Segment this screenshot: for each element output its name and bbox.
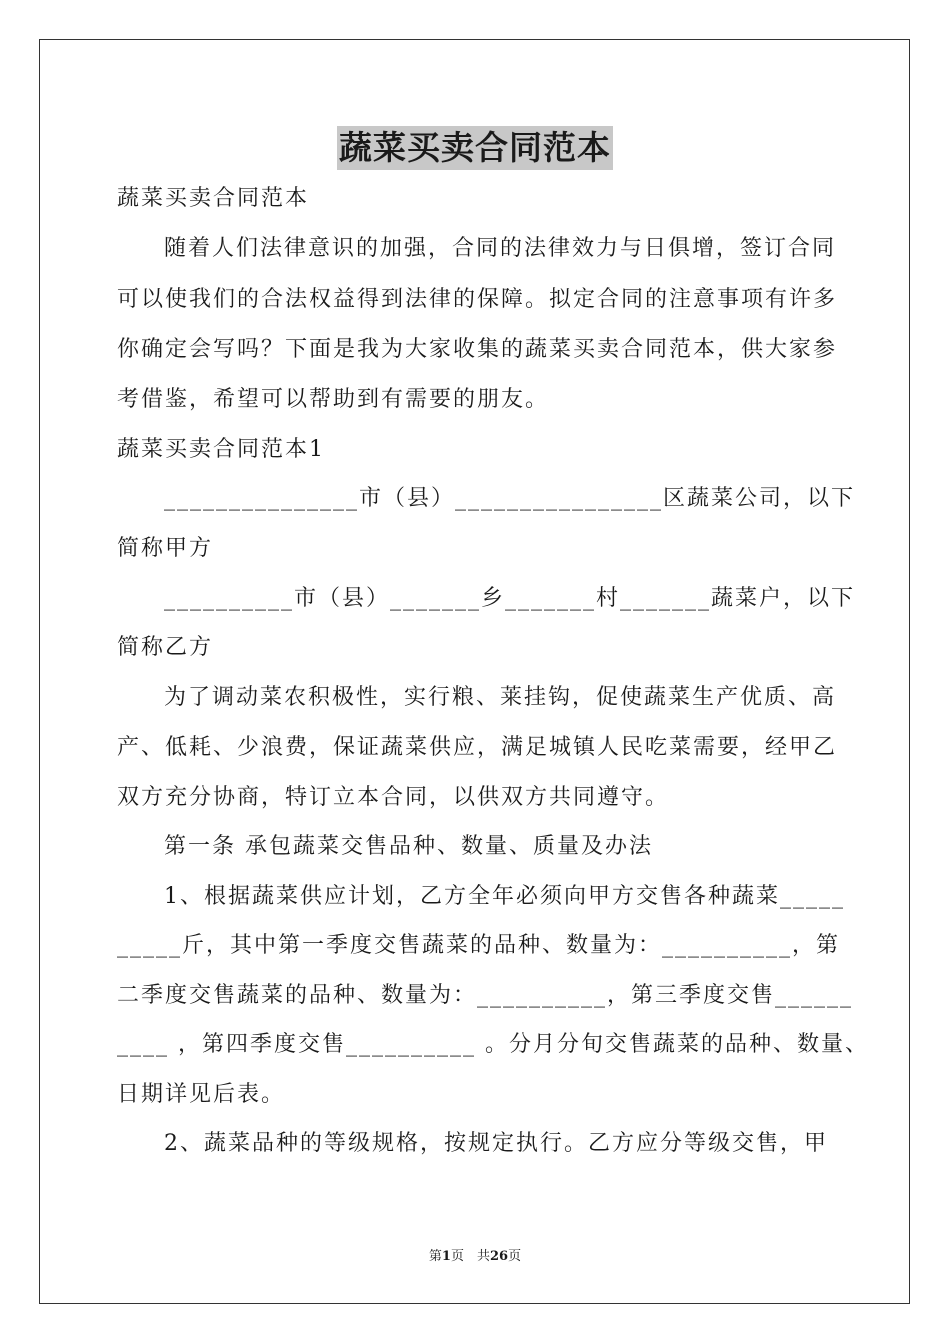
body-line: 日期详见后表。 <box>117 1082 286 1107</box>
body-line: 随着人们法律意识的加强，合同的法律效力与日俱增，签订合同 <box>164 236 837 261</box>
footer-suffix: 页 <box>508 1249 522 1264</box>
body-line: 可以使我们的合法权益得到法律的保障。拟定合同的注意事项有许多 <box>117 287 838 312</box>
body-line: 1、根据蔬菜供应计划，乙方全年必须向甲方交售各种蔬菜_____ <box>164 884 845 909</box>
subtitle-line: 蔬菜买卖合同范本 <box>117 186 310 211</box>
body-line: 2、蔬菜品种的等级规格，按规定执行。乙方应分等级交售，甲 <box>164 1131 828 1156</box>
body-line: 你确定会写吗？下面是我为大家收集的蔬菜买卖合同范本，供大家参 <box>117 337 838 362</box>
document-title-text: 蔬菜买卖合同范本 <box>337 126 613 170</box>
page-footer <box>0 1248 950 1266</box>
body-line: _______________市（县）________________区蔬菜公司，以下 <box>164 486 856 511</box>
footer-middle: 页 共 <box>450 1249 490 1264</box>
body-line: 双方充分协商，特订立本合同，以供双方共同遵守。 <box>117 785 670 810</box>
footer-total-pages: 26 <box>489 1249 509 1264</box>
section-heading: 蔬菜买卖合同范本1 <box>117 437 325 462</box>
footer-page-number: 1 <box>441 1249 451 1264</box>
body-line: 简称乙方 <box>117 635 214 660</box>
document-title <box>0 126 950 170</box>
body-line: ____ ，第四季度交售__________ 。分月分旬交售蔬菜的品种、数量、 <box>117 1032 869 1057</box>
body-line: 二季度交售蔬菜的品种、数量为：__________，第三季度交售______ <box>117 983 854 1008</box>
body-line: 为了调动菜农积极性，实行粮、莱挂钩，促使蔬菜生产优质、高 <box>164 685 837 710</box>
body-line: _____斤，其中第一季度交售蔬菜的品种、数量为：__________，第 <box>117 933 841 958</box>
footer-prefix: 第 <box>428 1249 442 1264</box>
article-heading: 第一条 承包蔬菜交售品种、数量、质量及办法 <box>164 834 653 859</box>
body-line: 简称甲方 <box>117 536 214 561</box>
body-line: __________市（县）_______乡_______村_______蔬菜户，以下 <box>164 586 856 611</box>
body-line: 产、低耗、少浪费，保证蔬菜供应，满足城镇人民吃菜需要，经甲乙 <box>117 735 838 760</box>
body-line: 考借鉴，希望可以帮助到有需要的朋友。 <box>117 387 550 412</box>
page-border <box>39 39 910 1304</box>
